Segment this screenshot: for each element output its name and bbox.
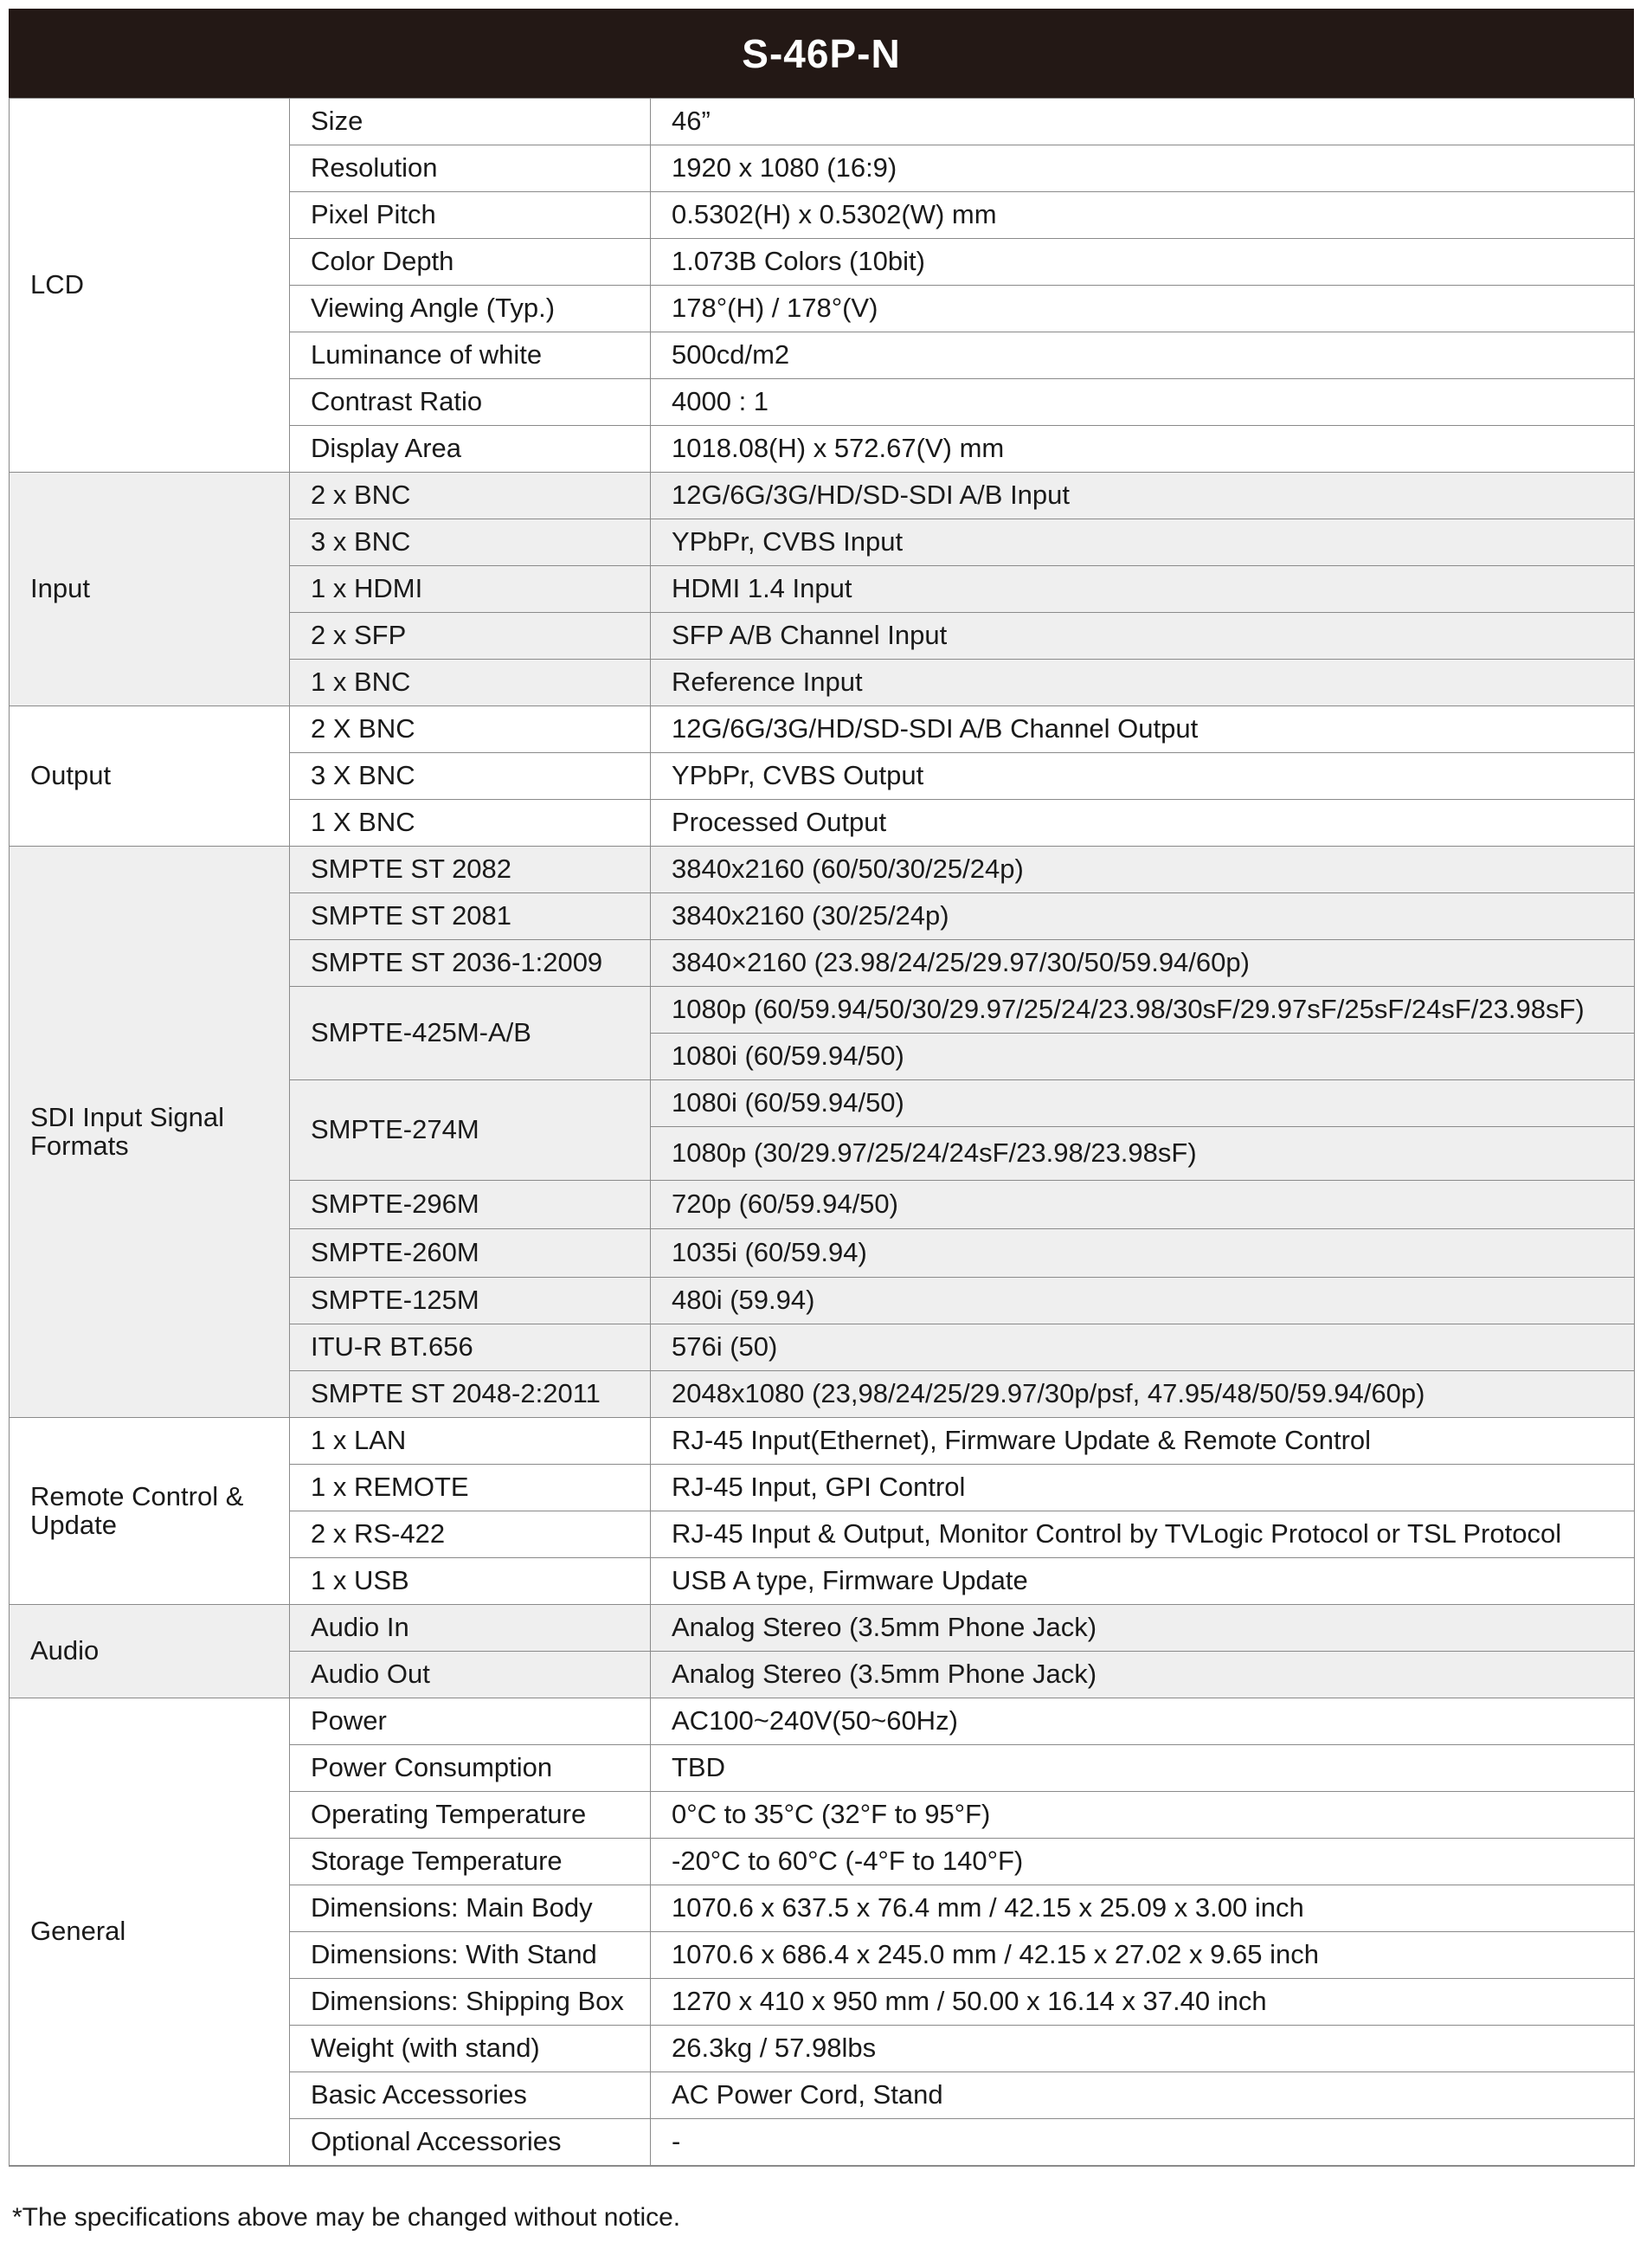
spec-value-cell: 12G/6G/3G/HD/SD-SDI A/B Input — [651, 473, 1635, 519]
spec-value-cell: -20°C to 60°C (-4°F to 140°F) — [651, 1839, 1635, 1885]
category-cell: General — [10, 1698, 290, 2166]
spec-value-cell: 1080i (60/59.94/50) — [651, 1080, 1635, 1127]
spec-value-cell: 1070.6 x 686.4 x 245.0 mm / 42.15 x 27.02 x 9.65 inch — [651, 1932, 1635, 1979]
spec-value-cell: 1080i (60/59.94/50) — [651, 1034, 1635, 1080]
spec-value-cell: 2048x1080 (23,98/24/25/29.97/30p/psf, 47.95/48/50/59.94/60p) — [651, 1371, 1635, 1418]
spec-value-cell: 46” — [651, 99, 1635, 145]
spec-value-cell: 1018.08(H) x 572.67(V) mm — [651, 426, 1635, 473]
product-title: S-46P-N — [9, 9, 1634, 98]
category-cell: Output — [10, 706, 290, 847]
spec-item-cell: Display Area — [290, 426, 651, 473]
spec-value-cell: 12G/6G/3G/HD/SD-SDI A/B Channel Output — [651, 706, 1635, 753]
spec-item-cell: 2 x BNC — [290, 473, 651, 519]
spec-item-cell: Audio Out — [290, 1652, 651, 1698]
spec-item-cell: Resolution — [290, 145, 651, 192]
spec-item-cell: 3 x BNC — [290, 519, 651, 566]
spec-value-cell: AC100~240V(50~60Hz) — [651, 1698, 1635, 1745]
spec-item-cell: SMPTE ST 2048-2:2011 — [290, 1371, 651, 1418]
spec-item-cell: Optional Accessories — [290, 2119, 651, 2166]
spec-item-cell: SMPTE ST 2036-1:2009 — [290, 940, 651, 987]
table-row — [10, 99, 1635, 145]
table-row — [10, 706, 1635, 753]
table-row — [10, 847, 1635, 893]
spec-value-cell: 1035i (60/59.94) — [651, 1229, 1635, 1278]
category-cell: Audio — [10, 1605, 290, 1698]
spec-value-cell: 1.073B Colors (10bit) — [651, 239, 1635, 286]
spec-item-cell: 1 x LAN — [290, 1418, 651, 1465]
spec-value-cell: 500cd/m2 — [651, 332, 1635, 379]
spec-value-cell: 3840×2160 (23.98/24/25/29.97/30/50/59.94/60p) — [651, 940, 1635, 987]
spec-item-cell: 2 x SFP — [290, 613, 651, 660]
spec-value-cell: RJ-45 Input, GPI Control — [651, 1465, 1635, 1511]
spec-value-cell: 4000 : 1 — [651, 379, 1635, 426]
spec-item-cell: SMPTE-296M — [290, 1181, 651, 1229]
spec-item-cell: SMPTE-274M — [290, 1080, 651, 1181]
spec-item-cell: Basic Accessories — [290, 2072, 651, 2119]
spec-item-cell: 1 x USB — [290, 1558, 651, 1605]
spec-value-cell: 1920 x 1080 (16:9) — [651, 145, 1635, 192]
spec-item-cell: 3 X BNC — [290, 753, 651, 800]
spec-value-cell: Reference Input — [651, 660, 1635, 706]
spec-item-cell: Contrast Ratio — [290, 379, 651, 426]
spec-value-cell: TBD — [651, 1745, 1635, 1792]
category-cell: Input — [10, 473, 290, 706]
table-row — [10, 473, 1635, 519]
spec-item-cell: Storage Temperature — [290, 1839, 651, 1885]
spec-value-cell: 26.3kg / 57.98lbs — [651, 2026, 1635, 2072]
spec-item-cell: Luminance of white — [290, 332, 651, 379]
spec-value-cell: HDMI 1.4 Input — [651, 566, 1635, 613]
spec-value-cell: - — [651, 2119, 1635, 2166]
spec-item-cell: Color Depth — [290, 239, 651, 286]
spec-item-cell: ITU-R BT.656 — [290, 1324, 651, 1371]
spec-value-cell: Processed Output — [651, 800, 1635, 847]
spec-item-cell: Size — [290, 99, 651, 145]
spec-value-cell: 3840x2160 (30/25/24p) — [651, 893, 1635, 940]
table-row — [10, 1605, 1635, 1652]
table-row — [10, 1418, 1635, 1465]
spec-item-cell: Audio In — [290, 1605, 651, 1652]
spec-item-cell: Pixel Pitch — [290, 192, 651, 239]
spec-item-cell: SMPTE ST 2082 — [290, 847, 651, 893]
footnote: *The specifications above may be changed without notice. — [12, 2203, 681, 2232]
spec-item-cell: 1 X BNC — [290, 800, 651, 847]
spec-item-cell: 2 x RS-422 — [290, 1511, 651, 1558]
spec-item-cell: 2 X BNC — [290, 706, 651, 753]
category-cell: SDI Input Signal Formats — [10, 847, 290, 1418]
spec-value-cell: 1080p (60/59.94/50/30/29.97/25/24/23.98/30sF/29.97sF/25sF/24sF/23.98sF) — [651, 987, 1635, 1034]
spec-value-cell: 0.5302(H) x 0.5302(W) mm — [651, 192, 1635, 239]
spec-value-cell: USB A type, Firmware Update — [651, 1558, 1635, 1605]
spec-value-cell: YPbPr, CVBS Output — [651, 753, 1635, 800]
spec-item-cell: Dimensions: Shipping Box — [290, 1979, 651, 2026]
spec-item-cell: Power Consumption — [290, 1745, 651, 1792]
spec-value-cell: 0°C to 35°C (32°F to 95°F) — [651, 1792, 1635, 1839]
spec-value-cell: SFP A/B Channel Input — [651, 613, 1635, 660]
spec-item-cell: 1 x BNC — [290, 660, 651, 706]
spec-value-cell: 480i (59.94) — [651, 1278, 1635, 1324]
spec-value-cell: AC Power Cord, Stand — [651, 2072, 1635, 2119]
spec-item-cell: Power — [290, 1698, 651, 1745]
spec-item-cell: Dimensions: Main Body — [290, 1885, 651, 1932]
spec-value-cell: RJ-45 Input & Output, Monitor Control by TVLogic Protocol or TSL Protocol — [651, 1511, 1635, 1558]
spec-value-cell: Analog Stereo (3.5mm Phone Jack) — [651, 1652, 1635, 1698]
spec-item-cell: Viewing Angle (Typ.) — [290, 286, 651, 332]
spec-item-cell: SMPTE ST 2081 — [290, 893, 651, 940]
spec-value-cell: 178°(H) / 178°(V) — [651, 286, 1635, 332]
spec-value-cell: Analog Stereo (3.5mm Phone Jack) — [651, 1605, 1635, 1652]
spec-value-cell: 3840x2160 (60/50/30/25/24p) — [651, 847, 1635, 893]
spec-value-cell: 1270 x 410 x 950 mm / 50.00 x 16.14 x 37.40 inch — [651, 1979, 1635, 2026]
category-cell: Remote Control & Update — [10, 1418, 290, 1605]
spec-item-cell: Dimensions: With Stand — [290, 1932, 651, 1979]
spec-table — [9, 98, 1635, 2167]
spec-value-cell: 576i (50) — [651, 1324, 1635, 1371]
spec-value-cell: 720p (60/59.94/50) — [651, 1181, 1635, 1229]
spec-item-cell: SMPTE-125M — [290, 1278, 651, 1324]
table-row — [10, 1698, 1635, 1745]
spec-value-cell: YPbPr, CVBS Input — [651, 519, 1635, 566]
spec-value-cell: 1080p (30/29.97/25/24/24sF/23.98/23.98sF) — [651, 1127, 1635, 1181]
spec-value-cell: RJ-45 Input(Ethernet), Firmware Update & Remote Control — [651, 1418, 1635, 1465]
spec-item-cell: 1 x HDMI — [290, 566, 651, 613]
spec-sheet — [9, 9, 1634, 2167]
category-cell: LCD — [10, 99, 290, 473]
spec-item-cell: 1 x REMOTE — [290, 1465, 651, 1511]
spec-item-cell: Weight (with stand) — [290, 2026, 651, 2072]
spec-value-cell: 1070.6 x 637.5 x 76.4 mm / 42.15 x 25.09 x 3.00 inch — [651, 1885, 1635, 1932]
spec-item-cell: Operating Temperature — [290, 1792, 651, 1839]
spec-item-cell: SMPTE-425M-A/B — [290, 987, 651, 1080]
spec-item-cell: SMPTE-260M — [290, 1229, 651, 1278]
